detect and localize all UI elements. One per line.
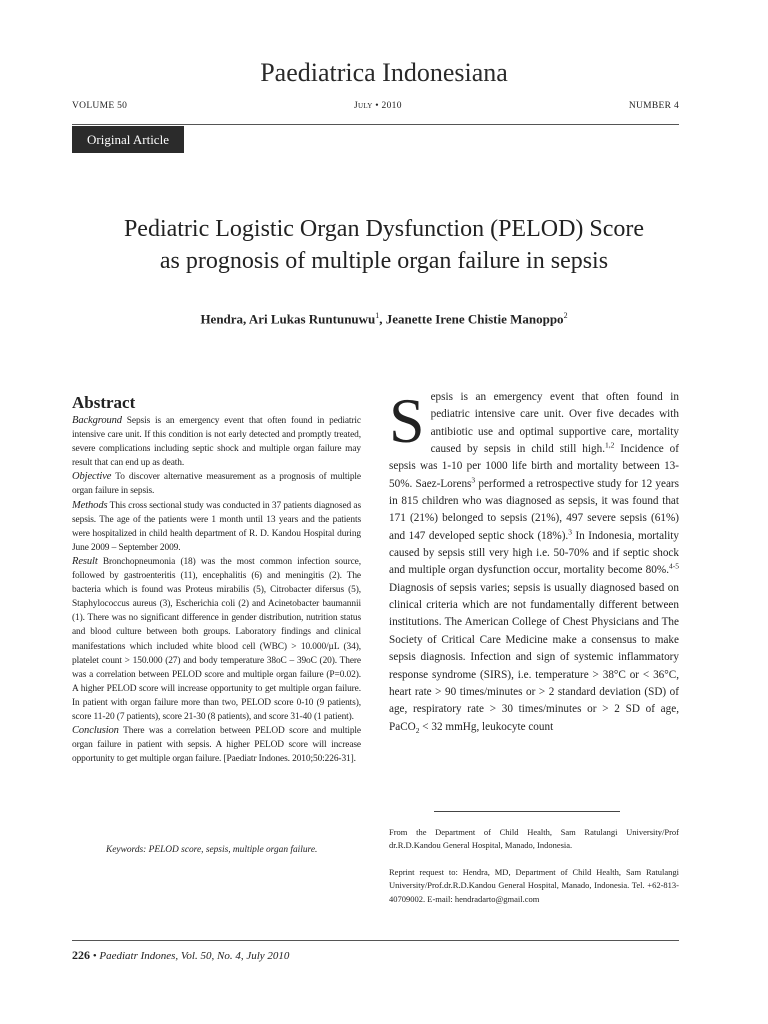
methods-text: This cross sectional study was conducted in 37 patients diagnosed as sepsis. The age of the patients were 1 month until 13 years and the patients were hospitalized in child health department of R. D. Kandou Hospital during June 2009 – September 2009. xyxy=(72,500,361,553)
citation-ref: 4-5 xyxy=(669,561,679,571)
citation-ref: 1,2 xyxy=(605,440,615,450)
issue-date: July • 2010 xyxy=(354,101,402,111)
number-label: NUMBER 4 xyxy=(628,101,679,111)
body-text-column xyxy=(389,385,680,736)
methods-label: Methods xyxy=(72,499,108,511)
subscript: 2 xyxy=(415,725,420,735)
volume-label: VOLUME 50 xyxy=(72,101,128,111)
citation-ref: 3 xyxy=(568,527,572,537)
background-label: Background xyxy=(72,415,122,426)
issue-meta-row xyxy=(72,101,679,115)
abstract-conclusion xyxy=(72,724,361,766)
background-text: Sepsis is an emergency event that often found in pediatric intensive care unit. If this condition is not early detected and promptly treated, severe complications including septic shock and multiple organ failure may result that can end up as death. xyxy=(72,416,361,469)
reprint-footnote: Reprint request to: Hendra, MD, Department of Child Health, Sam Ratulangi University/Prof.dr.R.D.Kandou General Hospital, Manado, Indonesia. Tel. +62-813-40709002. E-mail: hendradarto@gmail.com xyxy=(389,867,679,904)
abstract-background xyxy=(72,414,361,470)
citation-ref: 3 xyxy=(471,474,476,484)
footer-citation: • Paediatr Indones, Vol. 50, No. 4, July 2010 xyxy=(90,950,290,962)
author-2-affiliation: 2 xyxy=(563,311,568,320)
keywords: Keywords: PELOD score, sepsis, multiple organ failure. xyxy=(106,845,318,855)
author-1-affiliation: 1 xyxy=(375,311,380,320)
conclusion-text: There was a correlation between PELOD score and multiple organ failure in patient with sepsis. A higher PELOD score will increase opportunity to get multiple organ failure. [Paediatr Indones. 2010;50:226-31]. xyxy=(72,726,361,765)
author-list xyxy=(40,311,728,327)
author-1: Hendra, Ari Lukas Runtunuwu xyxy=(200,311,376,327)
abstract-methods xyxy=(72,499,361,555)
header-rule xyxy=(72,124,679,125)
intro-text-1: epsis is an emergency event that often found in pediatric intensive care unit. Over five decades with antibiotic use and optimal supportive care, mortality caused by sepsis in child still high. xyxy=(430,391,679,456)
abstract-heading: Abstract xyxy=(72,393,136,412)
intro-text-6: < 32 mmHg, leukocyte count xyxy=(419,720,554,733)
abstract-result xyxy=(72,555,361,724)
author-2: Jeanette Irene Chistie Manoppo xyxy=(385,311,564,327)
result-text: Bronchopneumonia (18) was the most common infection source, followed by gastroenteritis (11), encephalitis (6) and meningitis (2). The bacteria which is found was Proteus mirabilis (5), Citrobacter difersus (5), Staphylococcus aureus (3), Escherichia coli (2) and Acinetobacter baumannii (1). There was no significant difference in gender distribution, nutrition status and blood culture between both groups. Laboratory findings and clinical manifestations which included white blood cell (WBC) > 10.000/µL (34), platelet count > 150.000 (27) and body temperature 38oC – 39oC (20). There was a correlation between PELOD score and multiple organ failure (P=0.02). A higher PELOD score will increase opportunity to get multiple organ failure. In patient with organ failure more than two, PELOD score 0-10 (9 patients), score 11-20 (7 patients), score 21-30 (8 patients), and score 31-40 (1 patient). xyxy=(72,556,361,722)
conclusion-label: Conclusion xyxy=(72,725,119,737)
result-label: Result xyxy=(72,555,98,567)
intro-paragraph xyxy=(389,385,680,736)
page-footer xyxy=(72,948,289,963)
article-title xyxy=(40,213,728,277)
abstract-text xyxy=(72,414,361,766)
article-title-line-2: as prognosis of multiple organ failure in sepsis xyxy=(159,248,609,274)
drop-cap: S xyxy=(389,385,425,456)
objective-text: To discover alternative measurement as a prognosis of multiple organ failure in sepsis. xyxy=(72,472,361,497)
footer-rule xyxy=(72,940,679,941)
author-separator: , xyxy=(379,311,386,327)
intro-text-5: Diagnosis of sepsis varies; sepsis is usually diagnosed based on clinical criteria which are not fundamentally different between institutions. The American College of Chest Physicians and The Society of Critical Care Medicine make a consensus to make sepsis diagnosis. Infection and sign of systemic inflammatory response syndrome (SIRS), i.e. temperature > 38°C or < 36°C, heart rate > 90 times/minutes or > 2 standard deviation (SD) of age, respiratory rate > 30 times/minutes or > 2 SD of age, PaCO xyxy=(389,581,679,733)
intro-text-4: In Indonesia, mortality caused by sepsis still very high i.e. 50-70% and if septic shock and multiple organ dysfunction occur, mortality become 80%. xyxy=(389,529,680,577)
intro-text-2: Incidence of sepsis was 1-10 per 1000 life birth and mortality between 13-50%. Saez-Lorens xyxy=(389,443,680,490)
footnote-rule xyxy=(434,811,620,812)
objective-label: Objective xyxy=(72,471,112,483)
affiliation-footnote: From the Department of Child Health, Sam Ratulangi University/Prof dr.R.D.Kandou General Hospital, Manado, Indonesia. xyxy=(389,827,679,851)
article-title-line-1: Pediatric Logistic Organ Dysfunction (PELOD) Score xyxy=(123,216,645,242)
abstract-objective xyxy=(72,470,361,498)
article-type-badge: Original Article xyxy=(72,126,184,153)
journal-title: Paediatrica Indonesiana xyxy=(260,58,508,87)
page-number: 226 xyxy=(72,948,90,962)
intro-text-3: performed a retrospective study for 12 years in 815 children who was diagnosed as sepsis, it was found that 171 (21%) belonged to sepsis (21%), 497 severe sepsis (61%) and 147 developed septic shock (18%). xyxy=(389,477,679,542)
